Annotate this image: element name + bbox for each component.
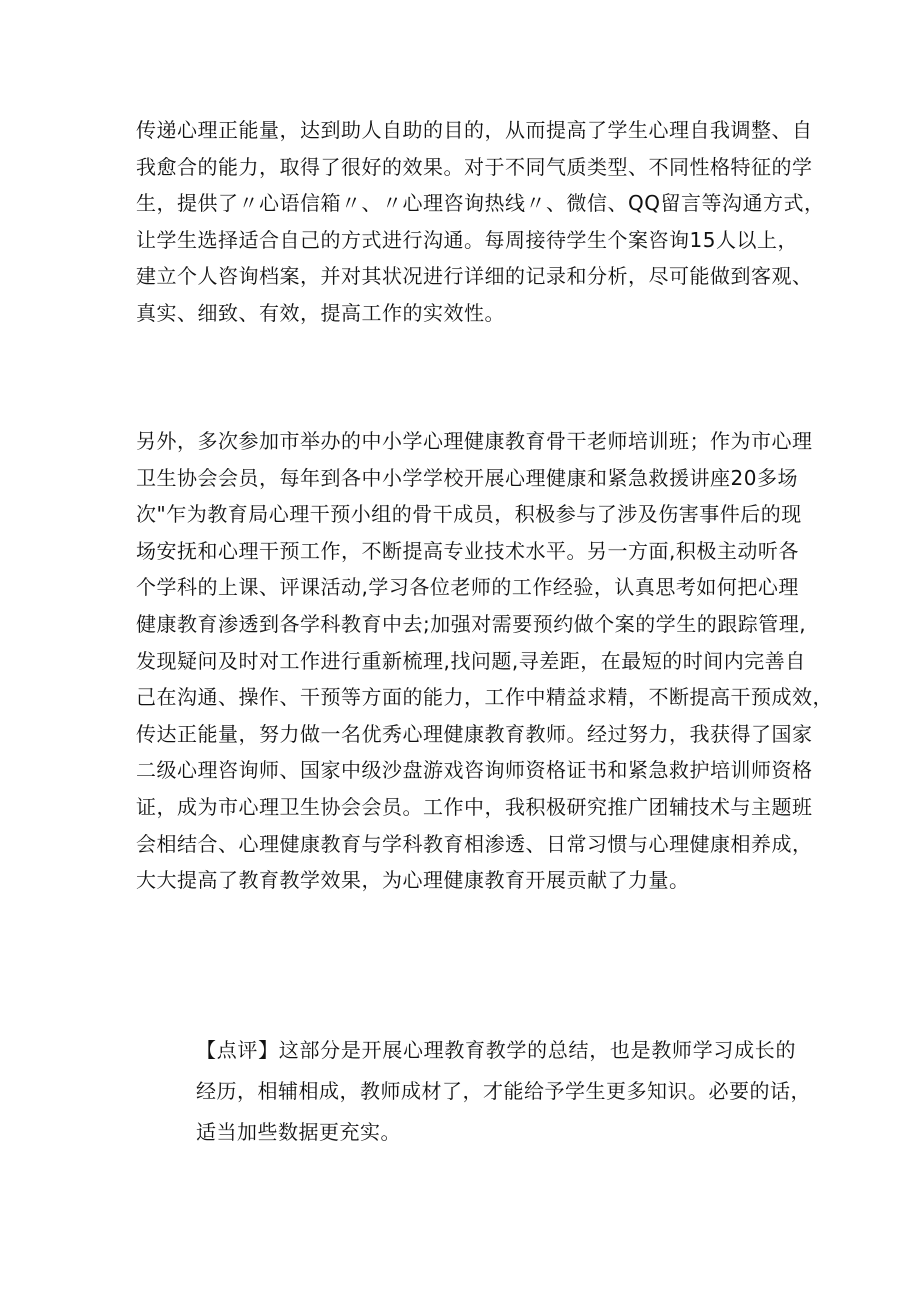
text-line: 适当加些数据更充实。 [196,1120,401,1144]
text-line: 传递心理正能量，达到助人自助的目的，从而提高了学生心理自我调整、自 [136,118,813,142]
text-line: 会相结合、心理健康教育与学科教育相渗透、日常习惯与心理健康相养成， [136,831,813,856]
text-line: 己在沟通、操作、干预等方面的能力，工作中精益求精，不断提高干预成效， [136,685,833,710]
text-line: 【点评】这部分是开展心理教育教学的总结，也是教师学习成长的 [196,1038,796,1062]
text-line: 经历，相辅相成，教师成材了，才能给予学生更多知识。必要的话， [196,1079,811,1103]
text-line: 二级心理咨询师、国家中级沙盘游戏咨询师资格证书和紧急救护培训师资格 [136,758,813,783]
text-line: 次"乍为教育局心理干预小组的骨干成员，积极参与了涉及伤害事件后的现 [136,502,802,527]
text-line: 大大提高了教育教学效果，为心理健康教育开展贡献了力量。 [136,868,690,893]
text-line: 另外，多次参加市举办的中小学心理健康教育骨干老师培训班；作为市心理 [136,429,813,453]
text-line: 传达正能量，努力做一名优秀心理健康教育教师。经过努力，我获得了国家 [136,721,813,746]
text-line: 健康教育渗透到各学科教育中去;加强对需要预约做个案的学生的跟踪管理, [136,611,807,636]
text-line: 我愈合的能力，取得了很好的效果。对于不同气质类型、不同性格特征的学 [136,154,813,179]
text-line: 证，成为市心理卫生协会会员。工作中，我积极研究推广团辅技术与主题班 [136,794,813,819]
text-line: 建立个人咨询档案，并对其状况进行详细的记录和分析，尽可能做到客观、 [136,264,813,289]
paragraph-counseling [136,112,825,332]
text-line: 个学科的上课、评课活动,学习各位老师的工作经验，认真思考如何把心理 [136,575,799,600]
text-line: 真实、细致、有效，提高工作的实效性。 [136,300,505,325]
text-line: 让学生选择适合自己的方式进行沟通。每周接待学生个案咨询15人以上， [136,227,798,252]
paragraph-comment [196,1030,811,1153]
text-line: 生，提供了〃心语信箱〃、〃心理咨询热线〃、微信、QQ留言等沟通方式， [136,191,825,216]
text-line: 场安抚和心理干预工作，不断提高专业技术水平。另一方面,积极主动听各 [136,538,799,563]
text-line: 卫生协会会员，每年到各中小学学校开展心理健康和紧急救援讲座20多场 [136,465,798,490]
paragraph-training [136,423,833,899]
text-line: 发现疑问及时对工作进行重新梳理,找问题,寻差距，在最短的时间内完善自 [136,648,806,673]
